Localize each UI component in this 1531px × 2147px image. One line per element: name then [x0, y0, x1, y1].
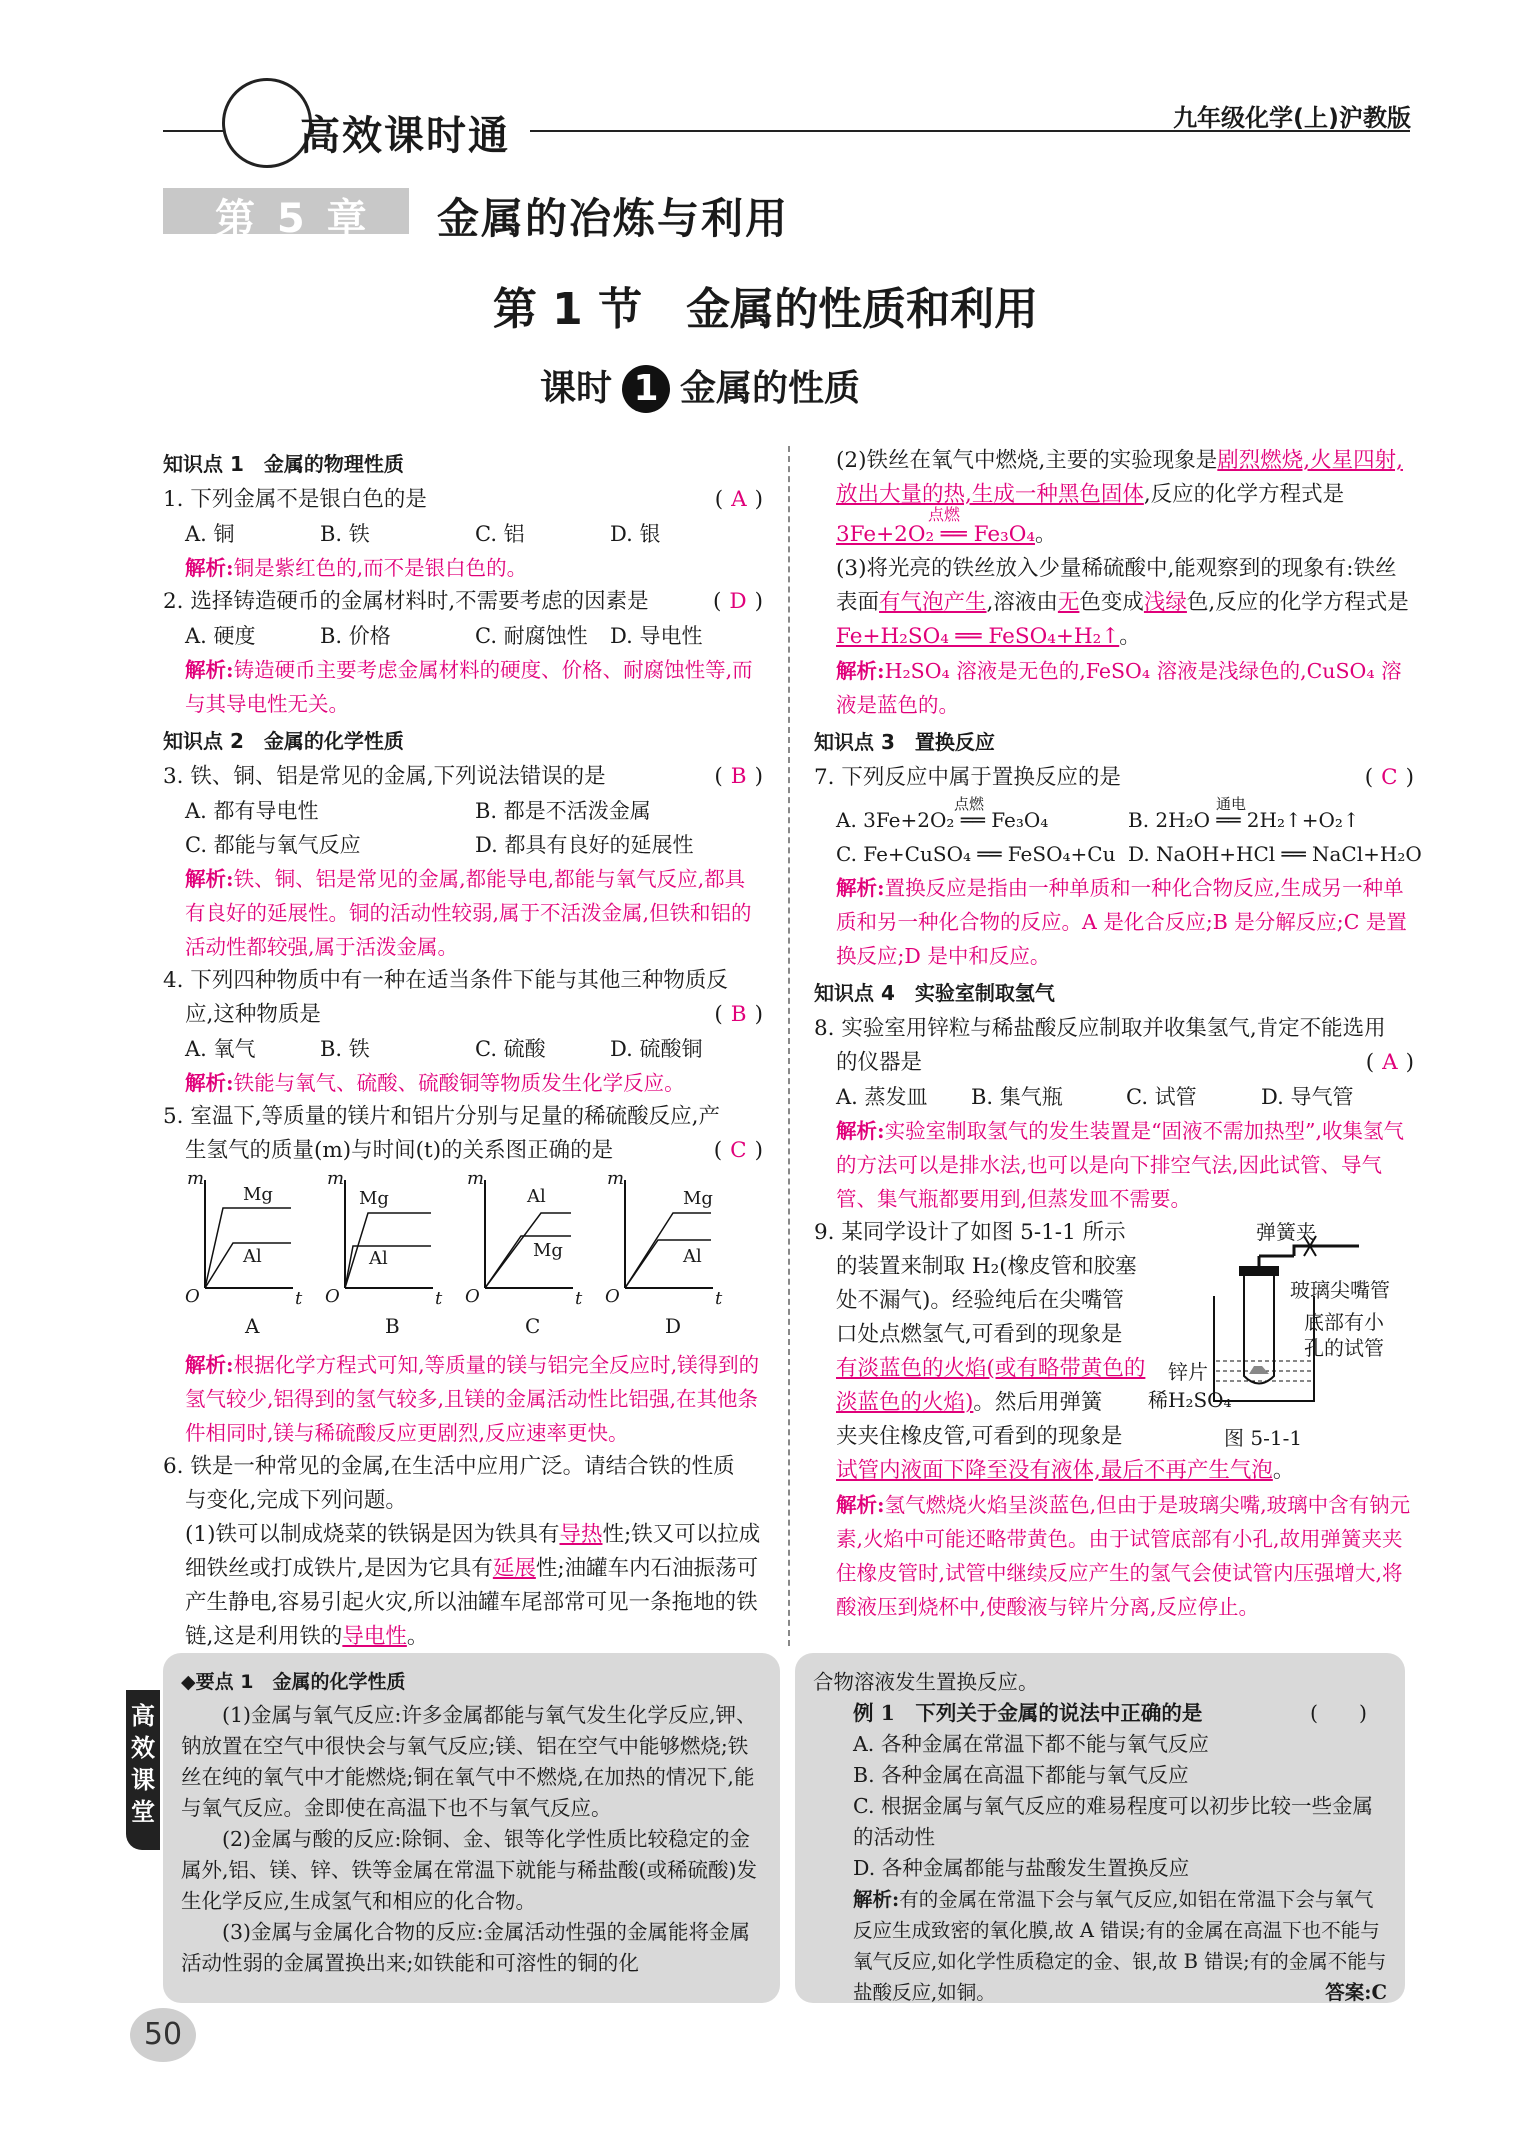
options-4: A. 氧气 B. 铁 C. 硫酸 D. 硫酸铜: [185, 1037, 703, 1061]
origin-c: O: [465, 1286, 480, 1307]
example-option-a: A. 各种金属在常温下都不能与氧气反应: [853, 1732, 1209, 1756]
question-3: 3. 铁、铜、铝是常见的金属,下列说法错误的是 ( B ): [163, 760, 763, 794]
graph-d-bot: Al: [683, 1246, 702, 1267]
lesson-name: 金属的性质: [680, 368, 861, 409]
example-option-b: B. 各种金属在高温下都能与氧气反应: [853, 1763, 1189, 1787]
label-tube-2: 孔的试管: [1304, 1336, 1384, 1360]
question-9: 9. 某同学设计了如图 5-1-1 所示 的装置来制取 H₂(橡皮管和胶塞 处不漏气)。经验纯后在尖嘴管 口处点燃氢气,可看到的现象是 有淡蓝色的火焰(或有略带黄色的淡蓝色的火焰)。然后用弹簧 夹夹住橡皮管,可看到的现象是 试管内液面下降至没有液体,最后不再产生气泡。 弹簧夹 玻璃尖嘴管 底部有小 孔的试管 锌片 稀H₂SO₄ 图 5-1-1: [814, 1216, 1414, 1488]
figure-caption: 图 5-1-1: [1224, 1426, 1303, 1450]
brand-logo: 高效课时通: [300, 113, 510, 159]
axis-m-d: m: [607, 1168, 625, 1189]
graph-options: [183, 1168, 763, 1348]
example-question: 例 1 下列关于金属的说法中正确的是: [853, 1701, 1203, 1725]
axis-t-d: t: [715, 1288, 723, 1309]
options-2: A. 硬度 B. 价格 C. 耐腐蚀性 D. 导电性: [185, 624, 703, 648]
figure-5-1-1: [1144, 1216, 1414, 1456]
key-point-title: ◆要点 1 金属的化学性质: [181, 1671, 406, 1693]
key-point-p2: (2)金属与酸的反应:除铜、金、银等化学性质比较稳定的金属外,铝、镁、锌、铁等金属在常温下就能与稀盐酸(或稀硫酸)发生化学反应,生成氢气和相应的化合物。: [181, 1827, 758, 1913]
question-4: 4. 下列四种物质中有一种在适当条件下能与其他三种物质反 应,这种物质是 ( B ): [163, 964, 763, 1032]
graph-d-top: Mg: [683, 1188, 713, 1209]
axis-t-c: t: [575, 1288, 583, 1309]
knowledge-point-4: 知识点 4 实验室制取氢气: [814, 981, 1055, 1005]
options-3: A. 都有导电性 B. 都是不活泼金属 C. 都能与氧气反应 D. 都具有良好的延展性: [185, 799, 694, 857]
question-1: 1. 下列金属不是银白色的是 ( A ): [163, 483, 763, 517]
analysis-1: 解析:铜是紫红色的,而不是银白色的。: [185, 556, 528, 580]
chapter-number: 第 5 章: [215, 196, 371, 242]
key-point-p3: (3)金属与金属化合物的反应:金属活动性强的金属能将金属活动性弱的金属置换出来;如铁能和可溶性的铜的化: [181, 1920, 750, 1975]
header-rule-left: [163, 130, 225, 132]
eq-condition: 点燃: [928, 505, 961, 524]
equation-iron-oxygen: 3Fe+2O₂ ══ Fe₃O₄: [836, 522, 1035, 547]
analysis-6: 解析:H₂SO₄ 溶液是无色的,FeSO₄ 溶液是浅绿色的,CuSO₄ 溶液是蓝色的。: [836, 659, 1402, 717]
graph-a-tag: A: [245, 1314, 260, 1338]
graph-a-bot: Al: [243, 1246, 262, 1267]
key-points-box-left: [163, 1653, 780, 2003]
axis-m-b: m: [327, 1168, 345, 1189]
analysis-8: 解析:实验室制取氢气的发生装置是“固液不需加热型”,收集氢气的方法可以是排水法,也可以是向下排空气法,因此试管、导气管、集气瓶都要用到,但蒸发皿不需要。: [836, 1119, 1405, 1211]
graph-b-top: Mg: [359, 1188, 389, 1209]
analysis-2: 解析:铸造硬币主要考虑金属材料的硬度、价格、耐腐蚀性等,而与其导电性无关。: [185, 658, 753, 716]
axis-m-a: m: [187, 1168, 205, 1189]
knowledge-point-1: 知识点 1 金属的物理性质: [163, 452, 404, 476]
graph-b-bot-line: [345, 1246, 431, 1288]
question-5: 5. 室温下,等质量的镁片和铝片分别与足量的稀硫酸反应,产 生氢气的质量(m)与时间(t)的关系图正确的是 ( C ): [163, 1100, 763, 1168]
graph-d-tag: D: [665, 1314, 682, 1338]
example-answer: 答案:C: [1325, 1981, 1387, 2004]
answer-7: ( C ): [1364, 765, 1414, 790]
example-continuation: 合物溶液发生置换反应。: [813, 1670, 1039, 1694]
lesson-title: [540, 360, 860, 413]
answer-2: ( D ): [712, 589, 763, 614]
question-7: 7. 下列反应中属于置换反应的是 ( C ): [814, 761, 1414, 795]
axis-t-a: t: [295, 1288, 303, 1309]
graph-b-tag: B: [385, 1314, 400, 1338]
graph-c-bot: Mg: [533, 1240, 563, 1261]
key-point-p1: (1)金属与氧气反应:许多金属都能与氧气发生化学反应,钾、钠放置在空气中很快会与氧气反应;镁、铝在空气中能够燃烧;铁丝在纯的氧气中才能燃烧;铜在氧气中不燃烧,在加热的情况下,能与氧气反应。金即使在高温下也不与氧气反应。: [181, 1703, 757, 1820]
answer-8: ( A ): [1365, 1050, 1414, 1075]
example-option-d: D. 各种金属都能与盐酸发生置换反应: [853, 1856, 1190, 1880]
question-6-part-2: (2)铁丝在氧气中燃烧,主要的实验现象是剧烈燃烧,火星四射,放出大量的热,生成一种黑色固体,反应的化学方程式是 点燃 3Fe+2O₂ ══ Fe₃O₄。: [836, 448, 1403, 547]
axis-m-c: m: [467, 1168, 485, 1189]
question-6: 6. 铁是一种常见的金属,在生活中应用广泛。请结合铁的性质 与变化,完成下列问题。: [163, 1454, 735, 1513]
left-column: [163, 444, 763, 1654]
answer-3: ( B ): [714, 764, 763, 789]
graph-c-tag: C: [525, 1314, 541, 1338]
question-2: 2. 选择铸造硬币的金属材料时,不需要考虑的因素是 ( D ): [163, 585, 763, 619]
origin-b: O: [325, 1286, 340, 1307]
example-paren: ( ): [1310, 1701, 1367, 1725]
axis-t-b: t: [435, 1288, 443, 1309]
section-title: 第 1 节 金属的性质和利用: [492, 284, 1039, 335]
knowledge-point-2: 知识点 2 金属的化学性质: [163, 729, 404, 753]
label-spring-clip: 弹簧夹: [1256, 1220, 1316, 1244]
example-option-c: C. 根据金属与氧气反应的难易程度可以初步比较一些金属的活动性: [853, 1794, 1373, 1849]
example-analysis: 有的金属在常温下会与氧气反应,如铝在常温下会与氧气反应生成致密的氧化膜,故 A 错误;有的金属在高温下也不能与氧气反应,如化学性质稳定的金、银,故 B 错误;有的金属不能与盐酸反应,如铜。: [853, 1888, 1387, 2004]
page-number: 50: [130, 2008, 196, 2062]
side-tab-text: 高效课堂: [131, 1702, 155, 1826]
analysis-3: 解析:铁、铜、铝是常见的金属,都能导电,都能与氧气反应,都具有良好的延展性。铜的活动性较弱,属于不活泼金属,但铁和铝的活动性都较强,属于活泼金属。: [185, 867, 752, 959]
right-column: [814, 444, 1422, 1624]
lesson-number: 1: [622, 365, 670, 413]
column-divider: [788, 446, 790, 1646]
graph-a-top: Mg: [243, 1184, 273, 1205]
side-tab: [126, 1690, 160, 1850]
options-8: A. 蒸发皿 B. 集气瓶 C. 试管 D. 导气管: [836, 1085, 1354, 1109]
analysis-7: 解析:置换反应是指由一种单质和一种化合物反应,生成另一种单质和另一种化合物的反应。A 是化合反应;B 是分解反应;C 是置换反应;D 是中和反应。: [836, 876, 1407, 968]
label-tube-1: 底部有小: [1304, 1310, 1384, 1334]
alarm-clock-icon: [222, 78, 312, 168]
analysis-9: 解析:氢气燃烧火焰呈淡蓝色,但由于是玻璃尖嘴,玻璃中含有钠元素,火焰中可能还略带黄色。由于试管底部有小孔,故用弹簧夹夹住橡皮管时,试管中继续反应产生的氢气会使试管内压强增大,将酸液压到烧杯中,使酸液与锌片分离,反应停止。: [836, 1493, 1411, 1619]
analysis-4: 解析:铁能与氧气、硫酸、硫酸铜等物质发生化学反应。: [185, 1071, 685, 1095]
chapter-title: 金属的冶炼与利用: [437, 194, 790, 243]
answer-5: ( C ): [713, 1138, 763, 1163]
question-6-part-3: (3)将光亮的铁丝放入少量稀硫酸中,能观察到的现象有:铁丝表面有气泡产生,溶液由无色变成浅绿色,反应的化学方程式是Fe+H₂SO₄ ══ FeSO₄+H₂↑。: [836, 556, 1409, 649]
origin-a: O: [185, 1286, 200, 1307]
question-8: 8. 实验室用锌粒与稀盐酸反应制取并收集氢气,肯定不能选用 的仪器是 ( A ): [814, 1012, 1414, 1080]
answer-4: ( B ): [714, 1002, 763, 1027]
options-7: 点燃 A. 3Fe+2O₂ ══ Fe₃O₄ 通电 B. 2H₂O ══ 2H₂↑+O₂↑ C. Fe+CuSO₄ ══ FeSO₄+Cu D. NaOH+HCl ══ NaCl+H₂O: [836, 795, 1422, 866]
answer-1: ( A ): [714, 487, 763, 512]
graph-b-bot: Al: [369, 1248, 388, 1269]
label-zinc: 锌片: [1168, 1360, 1208, 1384]
label-acid: 稀H₂SO₄: [1148, 1388, 1232, 1412]
label-nozzle: 玻璃尖嘴管: [1290, 1278, 1390, 1302]
question-6-part-1: (1)铁可以制成烧菜的铁锅是因为铁具有导热性;铁又可以拉成细铁丝或打成铁片,是因为它具有延展性;油罐车内石油振荡可产生静电,容易引起火灾,所以油罐车尾部常可见一条拖地的铁链,这是利用铁的导电性。: [185, 1522, 761, 1649]
graph-b-top-line: [345, 1213, 431, 1288]
origin-d: O: [605, 1286, 620, 1307]
graph-c-top: Al: [527, 1186, 546, 1207]
knowledge-point-3: 知识点 3 置换反应: [814, 730, 995, 754]
analysis-5: 解析:根据化学方程式可知,等质量的镁与铝完全反应时,镁得到的氢气较少,铝得到的氢气较多,且镁的金属活动性比铝强,在其他条件相同时,镁与稀硫酸反应更剧烈,反应速率更快。: [185, 1353, 760, 1445]
options-1: A. 铜 B. 铁 C. 铝 D. 银: [185, 522, 661, 546]
grade-label: 九年级化学(上)沪教版: [1173, 104, 1411, 132]
example-box-right: 合物溶液发生置换反应。 例 1 下列关于金属的说法中正确的是 ( ) A. 各种金属在常温下都不能与氧气反应 B. 各种金属在高温下都能与氧气反应 C. 根据金属与氧气反应的难易程度可以初步比较一些金属的活动性 D. 各种金属都能与盐酸发生置换反应 解析:有的金属在常温下会与氧气反应,如铝在常温下会与氧气反应生成致密的氧化膜,故 A 错误;有的金属在高温下也不能与氧气反应,如化学性质稳定的金、银,故 B 错误;有的金属不能与盐酸反应,如铜。 答案:C: [795, 1653, 1405, 2003]
lesson-prefix: 课时: [540, 368, 613, 409]
